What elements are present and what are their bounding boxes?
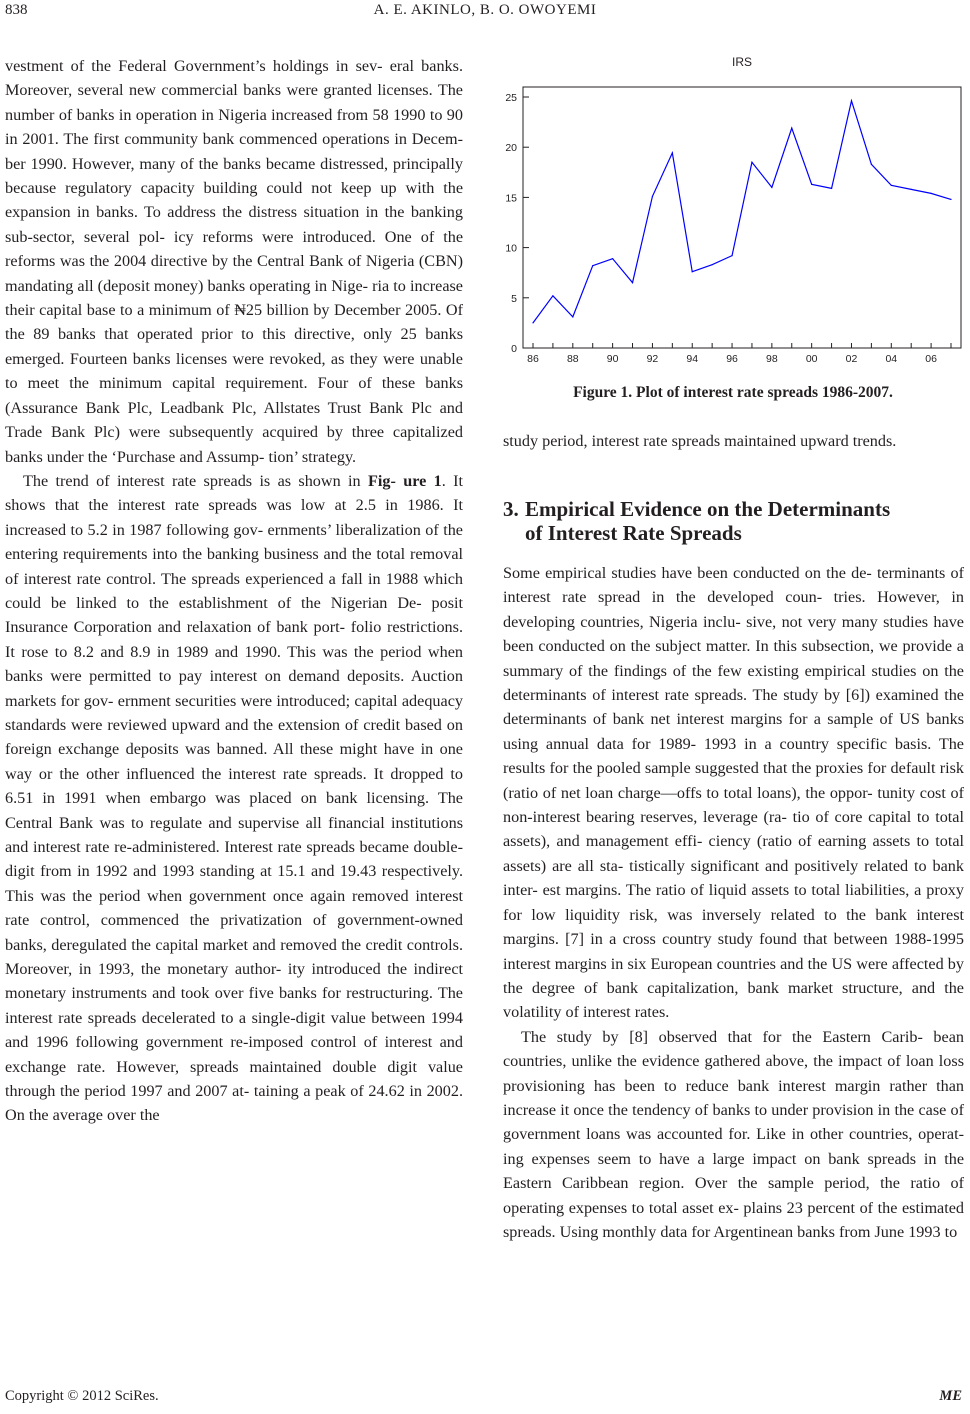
data-point <box>851 100 852 101</box>
line-chart-svg <box>496 50 970 376</box>
x-tick-label: 98 <box>766 353 778 365</box>
data-point <box>811 184 812 185</box>
chart-title: IRS <box>731 55 753 69</box>
x-tick-label: 96 <box>726 353 738 365</box>
paragraph: study period, interest rate spreads maintained upward trends. <box>503 432 897 450</box>
y-tick-label: 25 <box>505 92 517 104</box>
data-point <box>672 152 673 153</box>
y-tick-label: 15 <box>505 192 517 205</box>
data-point <box>652 196 653 197</box>
x-tick-label: 94 <box>686 353 699 365</box>
paragraph: Some empirical studies have been conducted on the de- terminants of interest rate spread in the developed coun- tries. However, in developing countries, Nigeria inclu- sive, not very many studies have been conducted on the subject matter. In this subsection, we provide a summary of the findings of the few existing empirical studies on the determinants of interest rate spreads. The study by [6]) examined the determinants of bank net interest margins for a sample of US banks using annual data for 1989- 1993 in a country specific basis. The results for the pooled sample suggested that the proxies for default risk (ratio of net loan charge—offs to total loans), the oppor- tunity cost of non-interest bearing reserves, leverage (ra- tio of core capital to total assets), and management effi- ciency (ratio of earning assets to total assets) are all sta- tistically significant and positively related to bank inter- est margins. The ratio of liquid assets to total liabilities, a proxy for low liquidity risk, was inversely related to the bank interest margins. [7] in a cross country study found that between 1988-1995 interest margins in six European countries and the US were affected by the degree of bank capitalization, bank market structure, and the volatility of interest rates. <box>503 564 964 1022</box>
data-point <box>771 187 772 188</box>
data-point <box>930 193 931 194</box>
data-point <box>572 316 573 317</box>
series-line <box>533 101 951 323</box>
series-irs <box>532 100 951 323</box>
data-point <box>612 258 613 259</box>
y-axis <box>505 92 529 355</box>
section-title-line-1: Empirical Evidence on the Determinants <box>525 497 891 521</box>
section-number: 3. <box>503 497 519 521</box>
data-point <box>911 189 912 190</box>
figure-caption: Figure 1. Plot of interest rate spreads 1986-2007. <box>573 384 893 401</box>
running-title: A. E. AKINLO, B. O. OWOYEMI <box>373 2 597 18</box>
journal-abbrev: ME <box>939 1388 962 1404</box>
data-point <box>712 264 713 265</box>
figure-1-chart <box>496 50 970 376</box>
left-column <box>5 54 463 1128</box>
section-title-line-2: of Interest Rate Spreads <box>525 521 742 545</box>
x-tick-label: 90 <box>606 353 619 365</box>
x-tick-label: 02 <box>845 353 858 365</box>
paragraph <box>5 469 463 1128</box>
x-tick-label: 04 <box>885 353 898 365</box>
x-tick-label: 92 <box>646 353 659 365</box>
paragraph: vestment of the Federal Government’s holdings in sev- eral banks. Moreover, several new commercial banks were granted licenses. The number of banks in operation in Nigeria increased from 58 1990 to 90 in 2001. The first community bank commenced operations in Decem- ber 1990. However, many of the banks became distressed, principally because regulatory capacity building could not keep up with the expansion in banks. To address the distress situation in the banking sub-sector, several pol- icy reforms were introduced. One of the reforms was the 2004 directive by the Central Bank of Nigeria (CBN) mandating all (deposit money) banks operating in Nige- ria to increase their capital base to a minimum of ₦25 billion by December 2005. Of the 89 banks that operated prior to this directive, only 25 banks emerged. Fourteen banks licenses were revoked, as they were unable to meet the minimum capital requirement. Four of these banks (Assurance Bank Plc, Leadbank Plc, Allstates Trust Bank Plc and Trade Bank Plc) were subsequently acquired by three capitalized banks under the ‘Purchase and Assump- tion’ strategy. <box>5 57 463 466</box>
data-point <box>831 188 832 189</box>
x-tick-label: 00 <box>805 353 818 365</box>
data-point <box>871 164 872 165</box>
data-point <box>692 271 693 272</box>
copyright: Copyright © 2012 SciRes. <box>5 1388 159 1404</box>
page-number: 838 <box>5 2 28 18</box>
data-point <box>632 282 633 283</box>
data-point <box>791 128 792 129</box>
right-column-continuation <box>503 429 964 453</box>
y-tick-label: 20 <box>505 142 517 155</box>
x-tick-label: 06 <box>925 353 937 365</box>
figure-reference[interactable]: Fig- ure 1 <box>367 471 442 490</box>
data-point <box>731 255 732 256</box>
x-tick-label: 86 <box>527 353 539 365</box>
y-tick-label: 0 <box>511 343 517 355</box>
plot-frame <box>523 87 961 348</box>
text-run: . It shows that the interest rate spreads was low at 2.5 in 1986. It increased to 5.2 in 1987 following gov- ernments’ liberalization of the entering requirements into the banking business and the total removal of interest rate control. The spreads experienced a fall in 1988 which could be linked to the establishment of the Nigerian De- posit Insurance Corporation and relaxation of bank port- folio restrictions. It rose to 8.2 and 8.9 in 1989 and 1990. This was the period when banks were permitted to pay interest on demand deposits. Auction markets for gov- ernment securities were introduced; capital adequacy standards were reviewed upward and the extension of credit based on foreign exchange deposits was banned. All these might have in one way or the other influenced the interest rate spreads. It dropped to 6.51 in 1991 when embargo was placed on bank licensing. The Central Bank was to regulate and supervise all financial institutions and interest rate re-administered. Interest rate spreads became double-digit from in 1992 and 1993 standing at 15.1 and 19.43 respectively. This was the period when government once again removed interest rate control, commenced the privatization of government-owned banks, deregulated the capital market and removed the credit controls. Moreover, in 1993, the monetary author- ity introduced the indirect monetary instruments and took over five banks for restructuring. The interest rate spreads decelerated to a single-digit value between 1994 and 1996 following government re-imposed control of interest and exchange rate. However, spreads maintained double digit value through the period 1997 and 2007 at- taining a peak of 24.62 in 2002. On the average over the <box>5 471 464 1125</box>
x-axis <box>527 343 951 365</box>
data-point <box>552 295 553 296</box>
data-point <box>532 322 533 323</box>
page-header <box>0 2 970 24</box>
section-heading <box>503 497 964 545</box>
y-tick-label: 5 <box>511 292 517 305</box>
text-run: The trend of interest rate spreads is as shown in <box>23 471 361 490</box>
y-tick-label: 10 <box>505 242 517 255</box>
paragraph: The study by [8] observed that for the Eastern Carib- bean countries, unlike the evidence gathered above, the impact of loan loss provisioning has been to reduce bank interest margin rather than increase it once the tendency of banks to under provision in the case of government loans was accounted for. Like in other countries, operat- ing expenses seem to have a large impact on bank spreads in the Eastern Caribbean region. Over the sample period, the ratio of operating expenses to total asset ex- plains 23 percent of the estimated spreads. Using monthly data for Argentinean banks from June 1993 to <box>503 1027 964 1241</box>
right-column <box>503 561 964 1244</box>
data-point <box>751 162 752 163</box>
x-tick-label: 88 <box>566 353 579 365</box>
data-point <box>891 185 892 186</box>
data-point <box>950 199 951 200</box>
data-point <box>592 265 593 266</box>
